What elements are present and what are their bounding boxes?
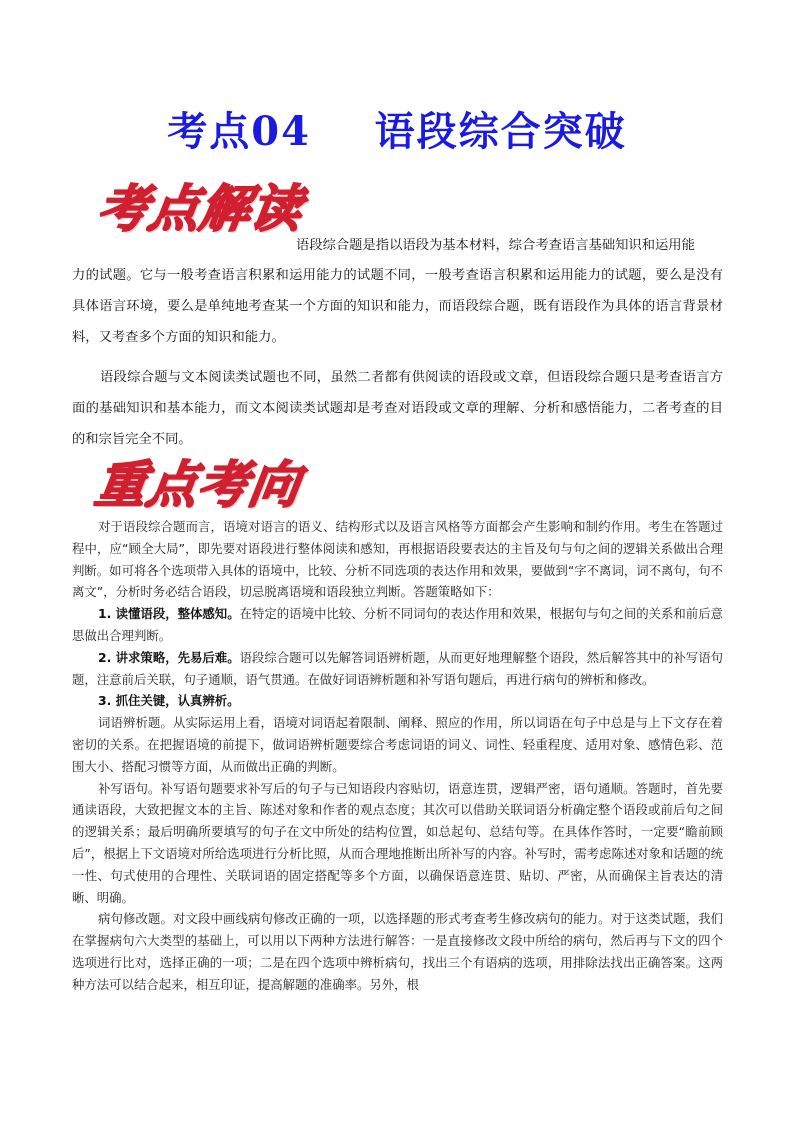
page-title: 考点04 语段综合突破 xyxy=(167,108,627,155)
section-zhongdian-kaoxiang xyxy=(72,516,723,996)
sentence-correction-paragraph: 病句修改题。对文段中画线病句修改正确的一项，以选择题的形式考查考生修改病句的能力。对于这类试题，我们在掌握病句六大类型的基础上，可以用以下两种方法进行解答：一是直接修改文段中所给的病句，然后再与下文的四个选项进行比对，选择正确的一项；二是在四个选项中辨析病句，找出三个有语病的选项，用排除法找出正确答案。这两种方法可以结合起来，相互印证，提高解题的准确率。另外，根 xyxy=(72,911,723,992)
strategy-1-heading: 1. 读懂语段，整体感知。 xyxy=(98,606,240,622)
strategy-1 xyxy=(72,603,723,647)
intro-paragraph: 对于语段综合题而言，语境对语言的语义、结构形式以及语言风格等方面都会产生影响和制约作用。考生在答题过程中，应“顾全大局”，即先要对语段进行整体阅读和感知，再根据语段要表达的主旨及句与句之间的逻辑关系做出合理判断。如可将各个选项带入具体的语境中，比较、分析不同选项的表达作用和效果，要做到“字不离词，词不离句，句不离文”，分析时务必结合语段，切忌脱离语境和语段独立判断。答题策略如下： xyxy=(72,519,723,600)
paragraph-1-continuation: 力的试题。它与一般考查语言积累和运用能力的试题不同，一般考查语言积累和运用能力的试题，要么是没有具体语言环境，要么是单纯地考查某一个方面的知识和能力，而语段综合题，既有语段作为具体的语言背景材料，又考查多个方面的知识和能力。 xyxy=(72,268,723,345)
strategy-1-body: 在特定的语境中比较、分析不同词句的表达作用和效果，根据句与句之间的关系和前后意思做出合理判断。 xyxy=(72,606,723,643)
paragraph-1-first-line: 语段综合题是指以语段为基本材料，综合考查语言基础知识和运用能 xyxy=(296,238,695,253)
strategy-3-heading: 3. 抓住关键，认真辨析。 xyxy=(98,693,240,709)
word-choice-paragraph: 词语辨析题。从实际运用上看，语境对词语起着限制、阐释、照应的作用，所以词语在句子中总是与上下文存在着密切的关系。在把握语境的前提下，做词语辨析题要综合考虑词语的词义、词性、轻重程度、适用对象、感情色彩、范围大小、搭配习惯等方面，从而做出正确的判断。 xyxy=(72,715,723,774)
section-banner-zhongdian-kaoxiang: 重点考向 xyxy=(91,455,305,514)
strategy-2-heading: 2. 讲求策略，先易后难。 xyxy=(98,649,240,665)
strategy-3 xyxy=(72,690,723,712)
fill-in-paragraph: 补写语句。补写语句题要求补写后的句子与已知语段内容贴切，语意连贯，逻辑严密，语句通顺。答题时，首先要通读语段，大致把握文本的主旨、陈述对象和作者的观点态度；其次可以借助关联词语分析确定整个语段或前后句之间的逻辑关系；最后明确所要填写的句子在文中所处的结构位置，如总起句、总结句等。在具体作答时，一定要“瞻前顾后”，根据上下文语境对所给选项进行分析比照，从而合理地推断出所补写的内容。补写时，需考虑陈述对象和话题的统一性、句式使用的合理性、关联词语的固定搭配等多个方面，以确保语意连贯、贴切、严密，从而确保主旨表达的清晰、明确。 xyxy=(72,780,723,905)
section-banner-kaodian-jiedu: 考点解读 xyxy=(93,179,307,238)
strategy-2 xyxy=(72,647,723,691)
strategy-2-body: 语段综合题可以先解答词语辨析题，从而更好地理解整个语段，然后解答其中的补写语句题，注意前后关联，句子通顺，语气贯通。在做好词语辨析题和补写语句题后，再进行病句的辨析和修改。 xyxy=(72,649,723,687)
paragraph-2: 语段综合题与文本阅读类试题也不同，虽然二者都有供阅读的语段或文章，但语段综合题只是考查语言方面的基础知识和基本能力，而文本阅读类试题却是考查对语段或文章的理解、分析和感悟能力，二者考查的目的和宗旨完全不同。 xyxy=(72,370,723,447)
